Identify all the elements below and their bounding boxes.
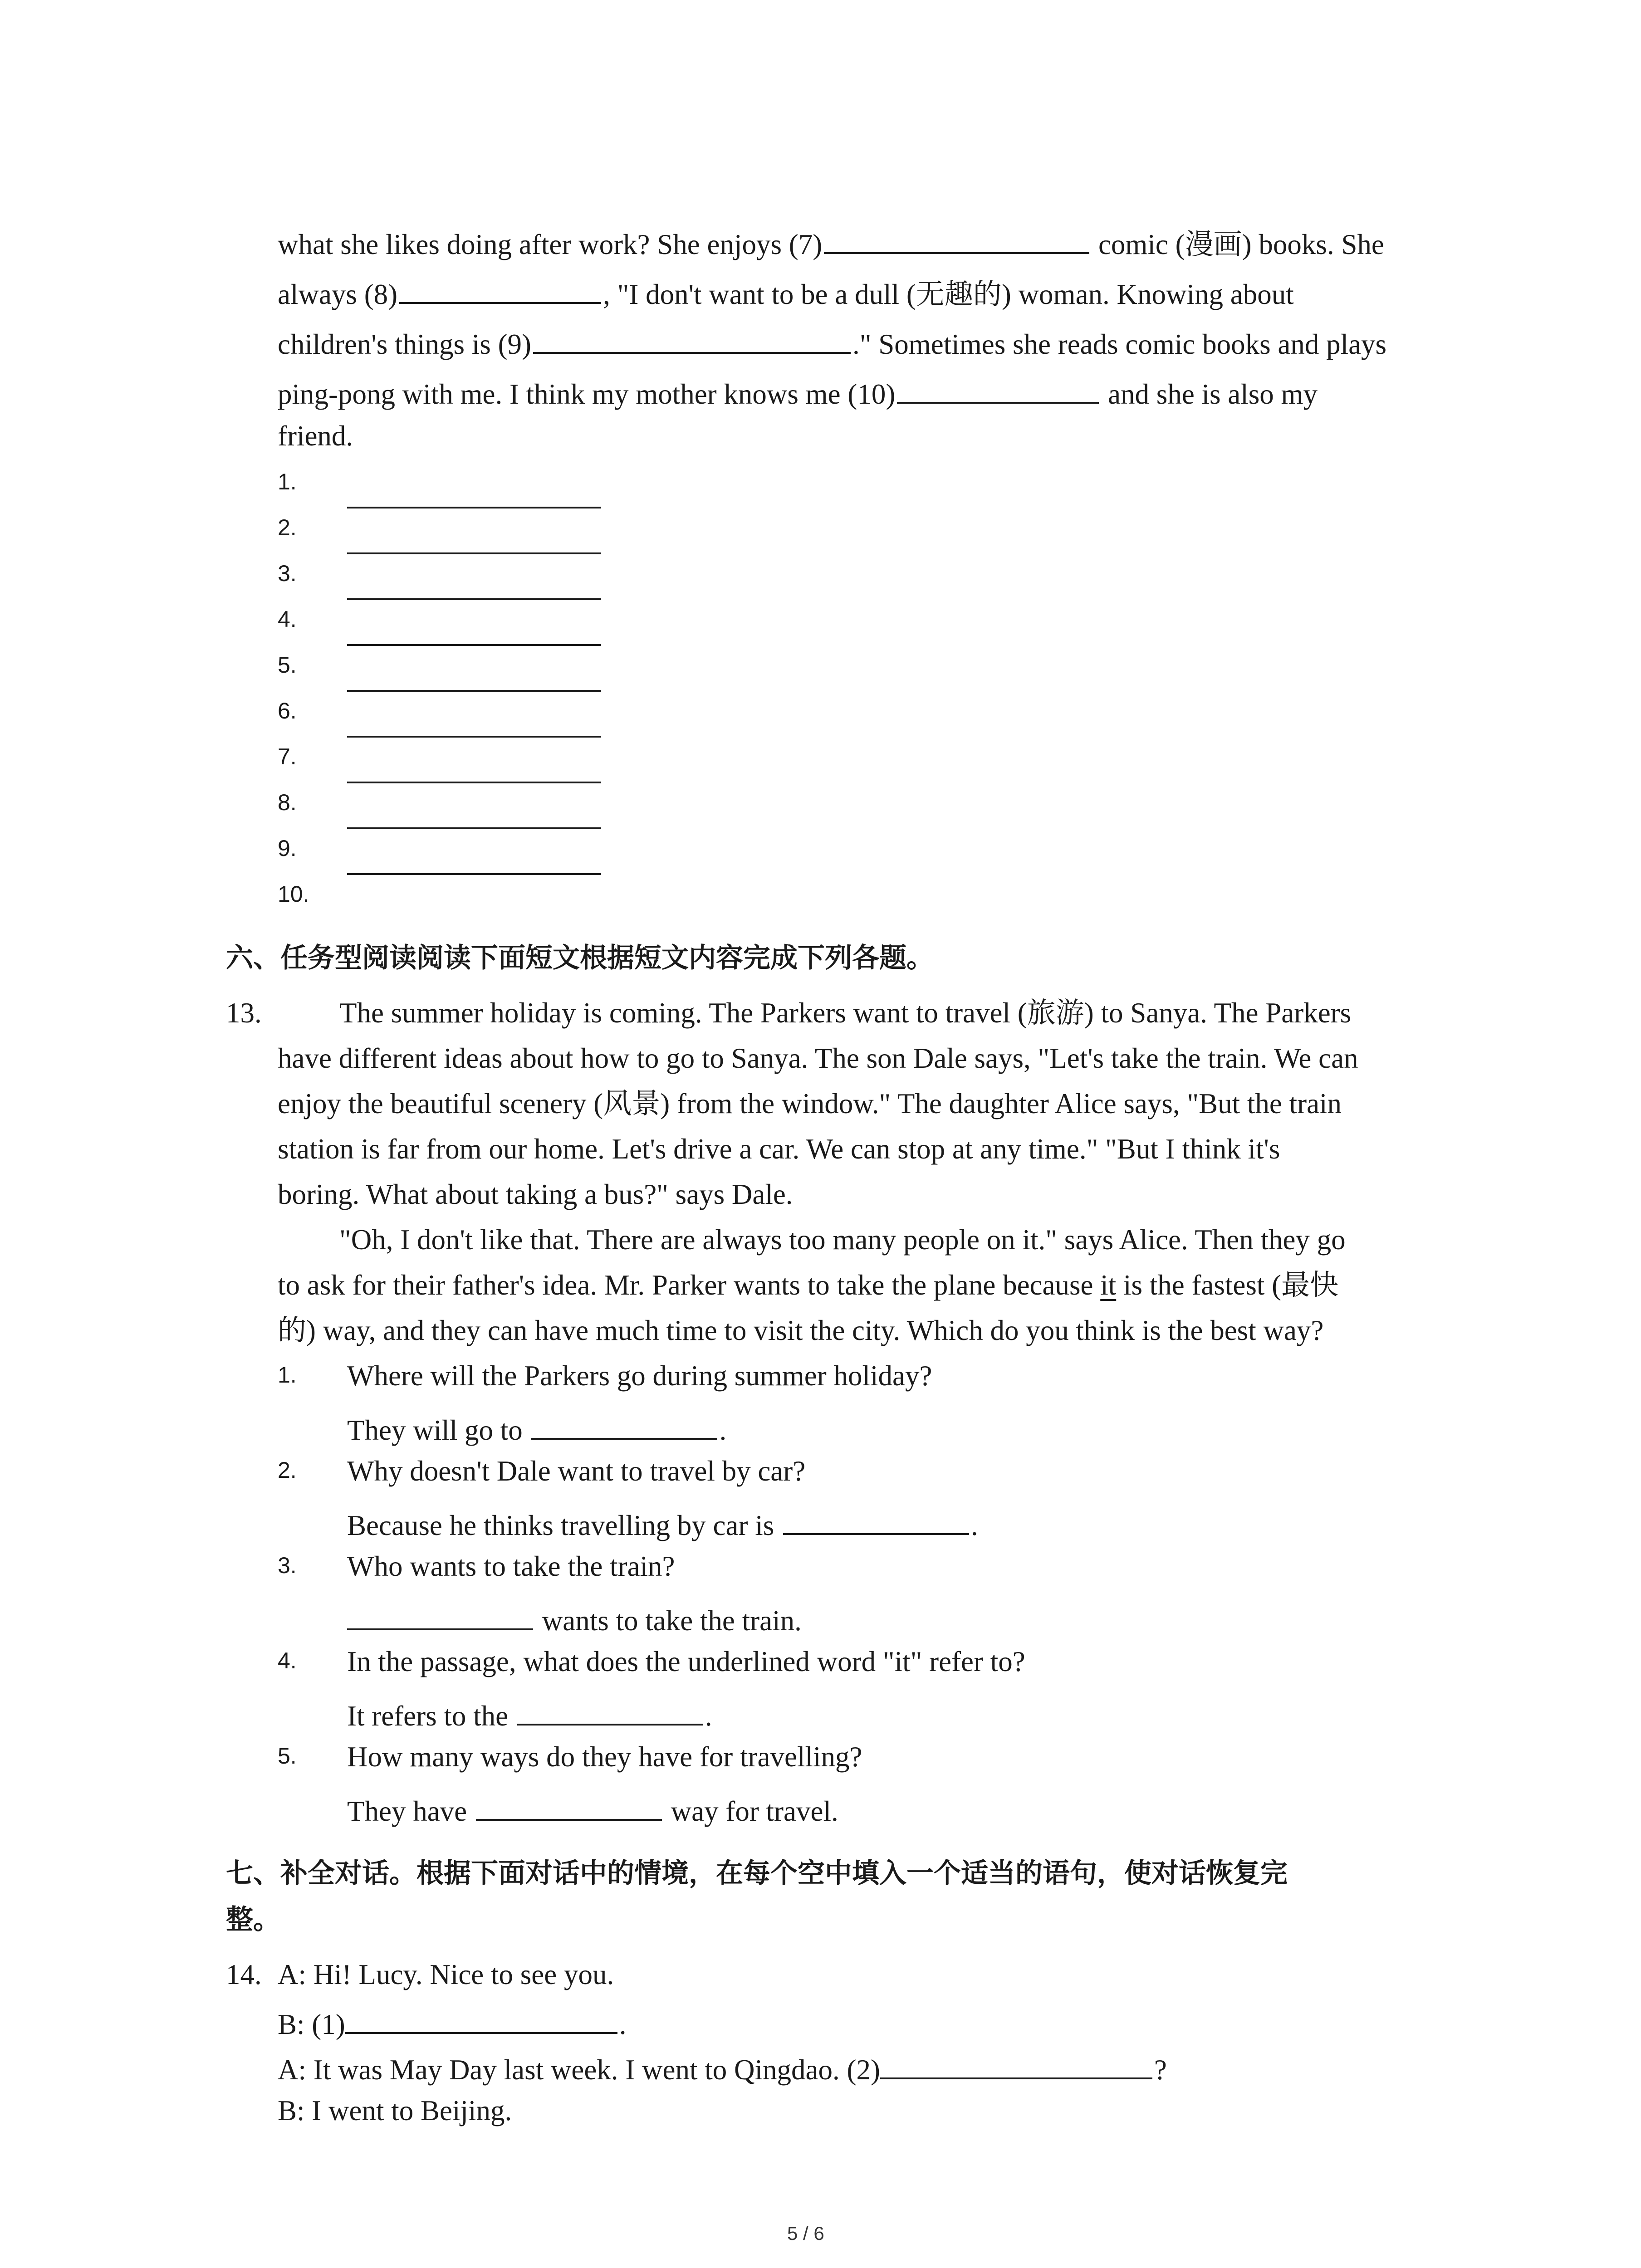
question-text: Why doesn't Dale want to travel by car? xyxy=(347,1455,806,1487)
answer-line[interactable] xyxy=(347,598,601,600)
answer-number: 1. xyxy=(278,469,297,494)
dialogue-blank-2[interactable] xyxy=(880,2051,1152,2079)
blank-9[interactable] xyxy=(533,326,851,354)
passage-text: ." Sometimes she reads comic books and plays xyxy=(852,328,1387,360)
answer-suffix: . xyxy=(970,1510,978,1541)
answer-blank[interactable] xyxy=(531,1412,717,1440)
answer-number: 7. xyxy=(278,744,297,769)
passage-text: comic (漫画) books. She xyxy=(1091,229,1384,260)
answer-line xyxy=(347,1507,978,1540)
answer-number: 9. xyxy=(278,836,297,861)
dialogue-text: A: It was May Day last week. I went to Qingdao. (2) xyxy=(278,2054,880,2086)
answer-line[interactable] xyxy=(347,827,601,829)
passage-line xyxy=(278,226,1384,259)
passage-line xyxy=(278,326,1386,359)
passage-line: boring. What about taking a bus?" says Dale. xyxy=(278,1178,793,1210)
question-text: How many ways do they have for travelling? xyxy=(347,1741,862,1773)
answer-prefix: They will go to xyxy=(347,1414,530,1446)
answer-line[interactable] xyxy=(347,690,601,692)
passage-line xyxy=(278,1271,1338,1300)
passage-text: always (8) xyxy=(278,279,398,310)
answer-line[interactable] xyxy=(347,736,601,738)
dialogue-line: A: Hi! Lucy. Nice to see you. xyxy=(278,1959,614,1990)
question-number: 13. xyxy=(226,997,262,1029)
section-heading-continued: 整。 xyxy=(226,1904,280,1936)
page-number: 5 / 6 xyxy=(787,2223,824,2244)
answer-blank[interactable] xyxy=(783,1507,969,1535)
answer-line xyxy=(347,1412,726,1445)
answer-prefix: Because he thinks travelling by car is xyxy=(347,1510,781,1541)
passage-line: 的) way, and they can have much time to visit the city. Which do you think is the best way? xyxy=(278,1315,1324,1346)
dialogue-line xyxy=(278,2051,1167,2084)
answer-blank[interactable] xyxy=(517,1697,703,1725)
question-number: 5. xyxy=(278,1743,297,1769)
passage-line: The summer holiday is coming. The Parkers want to travel (旅游) to Sanya. The Parkers xyxy=(339,997,1352,1029)
answer-suffix: . xyxy=(705,1700,712,1732)
passage-line: have different ideas about how to go to Sanya. The son Dale says, "Let's take the train. We can xyxy=(278,1042,1358,1074)
answer-line[interactable] xyxy=(347,782,601,783)
answer-prefix: It refers to the xyxy=(347,1700,515,1732)
passage-text: to ask for their father's idea. Mr. Parker wants to take the plane because xyxy=(278,1269,1101,1301)
passage-line xyxy=(278,276,1294,309)
answer-suffix: wants to take the train. xyxy=(535,1605,802,1637)
answer-number: 8. xyxy=(278,790,297,815)
passage-text: and she is also my xyxy=(1101,378,1318,410)
question-number: 3. xyxy=(278,1553,297,1578)
passage-line: friend. xyxy=(278,420,353,452)
passage-text: what she likes doing after work? She enjoys (7) xyxy=(278,229,823,260)
dialogue-line: B: I went to Beijing. xyxy=(278,2095,512,2126)
answer-blank[interactable] xyxy=(347,1602,533,1630)
answer-number: 10. xyxy=(278,881,309,907)
answer-line xyxy=(347,1793,838,1826)
question-number: 4. xyxy=(278,1648,297,1673)
answer-line[interactable] xyxy=(347,644,601,646)
dialogue-text: . xyxy=(619,2009,627,2040)
section-heading: 六、任务型阅读阅读下面短文根据短文内容完成下列各题。 xyxy=(226,942,934,974)
blank-7[interactable] xyxy=(824,226,1089,254)
answer-blank[interactable] xyxy=(476,1793,662,1821)
answer-number: 2. xyxy=(278,515,297,540)
section-heading: 七、补全对话。根据下面对话中的情境，在每个空中填入一个适当的语句，使对话恢复完 xyxy=(226,1857,1288,1889)
question-text: Who wants to take the train? xyxy=(347,1550,675,1582)
question-number: 2. xyxy=(278,1457,297,1483)
answer-number: 4. xyxy=(278,606,297,632)
underlined-word: it xyxy=(1100,1269,1117,1301)
passage-text: ping-pong with me. I think my mother knows me (10) xyxy=(278,378,896,410)
answer-line xyxy=(347,1602,802,1635)
answer-prefix: They have xyxy=(347,1795,474,1827)
answer-line xyxy=(347,1697,712,1730)
passage-text: is the fastest (最快 xyxy=(1116,1269,1339,1301)
dialogue-blank-1[interactable] xyxy=(345,2006,617,2034)
passage-text: , "I don't want to be a dull (无趣的) woman. Knowing about xyxy=(603,279,1294,310)
answer-number: 3. xyxy=(278,561,297,586)
passage-line: station is far from our home. Let's drive a car. We can stop at any time." "But I think it's xyxy=(278,1133,1280,1165)
blank-10[interactable] xyxy=(897,376,1099,404)
dialogue-line xyxy=(278,2006,626,2039)
passage-line xyxy=(278,376,1318,409)
passage-line: "Oh, I don't like that. There are always too many people on it." says Alice. Then they go xyxy=(339,1224,1346,1256)
question-number: 14. xyxy=(226,1959,262,1990)
dialogue-text: ? xyxy=(1154,2054,1167,2086)
passage-text: children's things is (9) xyxy=(278,328,532,360)
question-text: In the passage, what does the underlined word "it" refer to? xyxy=(347,1646,1025,1677)
answer-suffix: way for travel. xyxy=(663,1795,838,1827)
question-text: Where will the Parkers go during summer holiday? xyxy=(347,1360,932,1392)
blank-8[interactable] xyxy=(399,276,601,304)
answer-suffix: . xyxy=(719,1414,727,1446)
answer-line[interactable] xyxy=(347,552,601,554)
question-number: 1. xyxy=(278,1362,297,1388)
answer-line[interactable] xyxy=(347,873,601,875)
answer-number: 5. xyxy=(278,652,297,678)
dialogue-text: B: (1) xyxy=(278,2009,345,2040)
passage-line: enjoy the beautiful scenery (风景) from the window." The daughter Alice says, "But the train xyxy=(278,1088,1342,1119)
answer-line[interactable] xyxy=(347,507,601,508)
answer-number: 6. xyxy=(278,698,297,723)
